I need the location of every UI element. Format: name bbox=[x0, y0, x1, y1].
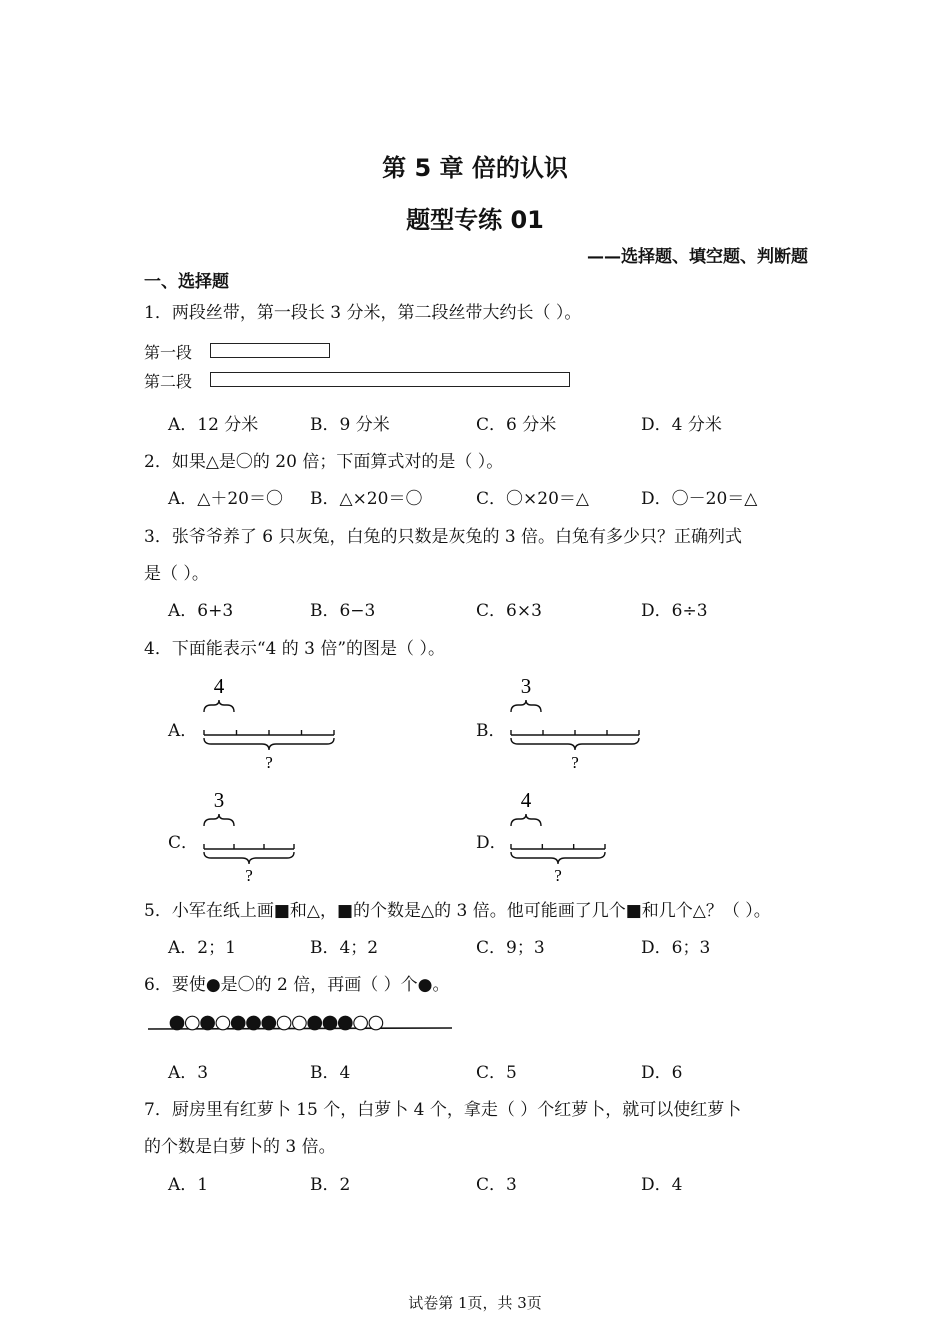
diagram-b bbox=[507, 672, 657, 777]
white-bead bbox=[216, 1016, 230, 1030]
black-bead bbox=[262, 1016, 276, 1030]
ribbon-label-2: 第二段 bbox=[144, 372, 193, 391]
question-7-stem-line2: 的个数是白萝卜的 3 倍。 bbox=[144, 1137, 336, 1157]
q4-option-b: B． bbox=[476, 721, 506, 741]
q2-option-c: C．〇×20＝△ bbox=[476, 489, 589, 509]
q6-option-d: D．6 bbox=[641, 1063, 683, 1083]
diagram-d bbox=[507, 786, 657, 891]
q6-option-c: C．5 bbox=[476, 1063, 517, 1083]
white-bead bbox=[369, 1016, 383, 1030]
question-4-stem: 4．下面能表示“4 的 3 倍”的图是（ ）。 bbox=[144, 639, 445, 659]
diagram-c bbox=[200, 786, 350, 891]
diagram-b-question-mark: ? bbox=[571, 753, 579, 772]
question-7-stem-line1: 7．厨房里有红萝卜 15 个，白萝卜 4 个，拿走（ ）个红萝卜，就可以使红萝卜 bbox=[144, 1100, 742, 1120]
diagram-a-top-number: 4 bbox=[213, 674, 225, 698]
q1-option-b: B．9 分米 bbox=[310, 415, 390, 435]
q4-option-c: C． bbox=[168, 833, 199, 853]
q7-option-b: B．2 bbox=[310, 1175, 351, 1195]
q4-option-d: D． bbox=[476, 833, 507, 853]
q2-option-b: B．△×20＝〇 bbox=[310, 489, 423, 509]
diagram-b-top-number: 3 bbox=[520, 674, 532, 698]
q1-option-a: A．12 分米 bbox=[168, 415, 259, 435]
question-5-stem: 5．小军在纸上画■和△，■的个数是△的 3 倍。他可能画了几个■和几个△？（ ）。 bbox=[144, 901, 771, 921]
diagram-c-bottom-brace bbox=[204, 852, 294, 864]
q2-option-d: D．〇－20＝△ bbox=[641, 489, 758, 509]
topic-line: ——选择题、填空题、判断题 bbox=[587, 247, 808, 267]
q1-option-d: D．4 分米 bbox=[641, 415, 722, 435]
diagram-a-bottom-brace bbox=[204, 738, 334, 750]
black-bead bbox=[231, 1016, 245, 1030]
question-3-stem-line2: 是（ ）。 bbox=[144, 564, 209, 584]
white-bead bbox=[186, 1016, 200, 1030]
diagram-d-bottom-brace bbox=[511, 852, 605, 864]
q5-option-d: D．6；3 bbox=[641, 938, 711, 958]
black-bead bbox=[339, 1016, 353, 1030]
question-3-stem-line1: 3．张爷爷养了 6 只灰兔，白兔的只数是灰兔的 3 倍。白兔有多少只？正确列式 bbox=[144, 527, 743, 547]
bead-string bbox=[146, 1010, 456, 1040]
black-bead bbox=[170, 1016, 184, 1030]
question-6-stem: 6．要使●是〇的 2 倍，再画（ ）个●。 bbox=[144, 975, 450, 995]
diagram-a bbox=[200, 672, 350, 777]
diagram-a-question-mark: ? bbox=[265, 753, 273, 772]
q4-option-a: A． bbox=[168, 721, 198, 741]
q6-option-a: A．3 bbox=[168, 1063, 209, 1083]
q7-option-d: D．4 bbox=[641, 1175, 683, 1195]
white-bead bbox=[277, 1016, 291, 1030]
q5-option-c: C．9；3 bbox=[476, 938, 545, 958]
ribbon-1-bar bbox=[210, 343, 330, 358]
black-bead bbox=[247, 1016, 261, 1030]
section-heading: 一、选择题 bbox=[144, 272, 229, 292]
diagram-c-line bbox=[204, 844, 294, 849]
q3-option-d: D．6÷3 bbox=[641, 601, 708, 621]
q1-option-c: C．6 分米 bbox=[476, 415, 557, 435]
diagram-d-top-number: 4 bbox=[520, 788, 532, 812]
diagram-d-top-brace bbox=[511, 814, 541, 826]
ribbon-label-1: 第一段 bbox=[144, 343, 193, 362]
bead-row bbox=[170, 1016, 383, 1030]
chapter-title: 第 5 章 倍的认识 bbox=[382, 154, 568, 182]
diagram-c-top-number: 3 bbox=[213, 788, 225, 812]
q5-option-b: B．4；2 bbox=[310, 938, 379, 958]
page-subtitle: 题型专练 01 bbox=[406, 206, 544, 234]
diagram-a-line bbox=[204, 730, 334, 735]
q3-option-c: C．6×3 bbox=[476, 601, 542, 621]
diagram-b-line bbox=[511, 730, 639, 735]
diagram-c-question-mark: ? bbox=[245, 866, 253, 885]
q7-option-a: A．1 bbox=[168, 1175, 209, 1195]
question-1-stem: 1．两段丝带，第一段长 3 分米，第二段丝带大约长（ ）。 bbox=[144, 303, 582, 323]
q3-option-a: A．6+3 bbox=[168, 601, 234, 621]
question-2-stem: 2．如果△是〇的 20 倍；下面算式对的是（ ）。 bbox=[144, 452, 504, 472]
black-bead bbox=[201, 1016, 215, 1030]
page-footer: 试卷第 1页，共 3页 bbox=[408, 1294, 542, 1312]
diagram-a-top-brace bbox=[204, 700, 234, 712]
q6-option-b: B．4 bbox=[310, 1063, 351, 1083]
diagram-c-top-brace bbox=[204, 814, 234, 826]
q3-option-b: B．6−3 bbox=[310, 601, 376, 621]
q5-option-a: A．2；1 bbox=[168, 938, 236, 958]
diagram-b-bottom-brace bbox=[511, 738, 639, 750]
black-bead bbox=[323, 1016, 337, 1030]
ribbon-2-bar bbox=[210, 372, 570, 387]
white-bead bbox=[354, 1016, 368, 1030]
diagram-b-top-brace bbox=[511, 700, 541, 712]
q2-option-a: A．△＋20＝〇 bbox=[168, 489, 283, 509]
diagram-d-line bbox=[511, 844, 605, 849]
black-bead bbox=[308, 1016, 322, 1030]
white-bead bbox=[293, 1016, 307, 1030]
q7-option-c: C．3 bbox=[476, 1175, 517, 1195]
diagram-d-question-mark: ? bbox=[554, 866, 562, 885]
